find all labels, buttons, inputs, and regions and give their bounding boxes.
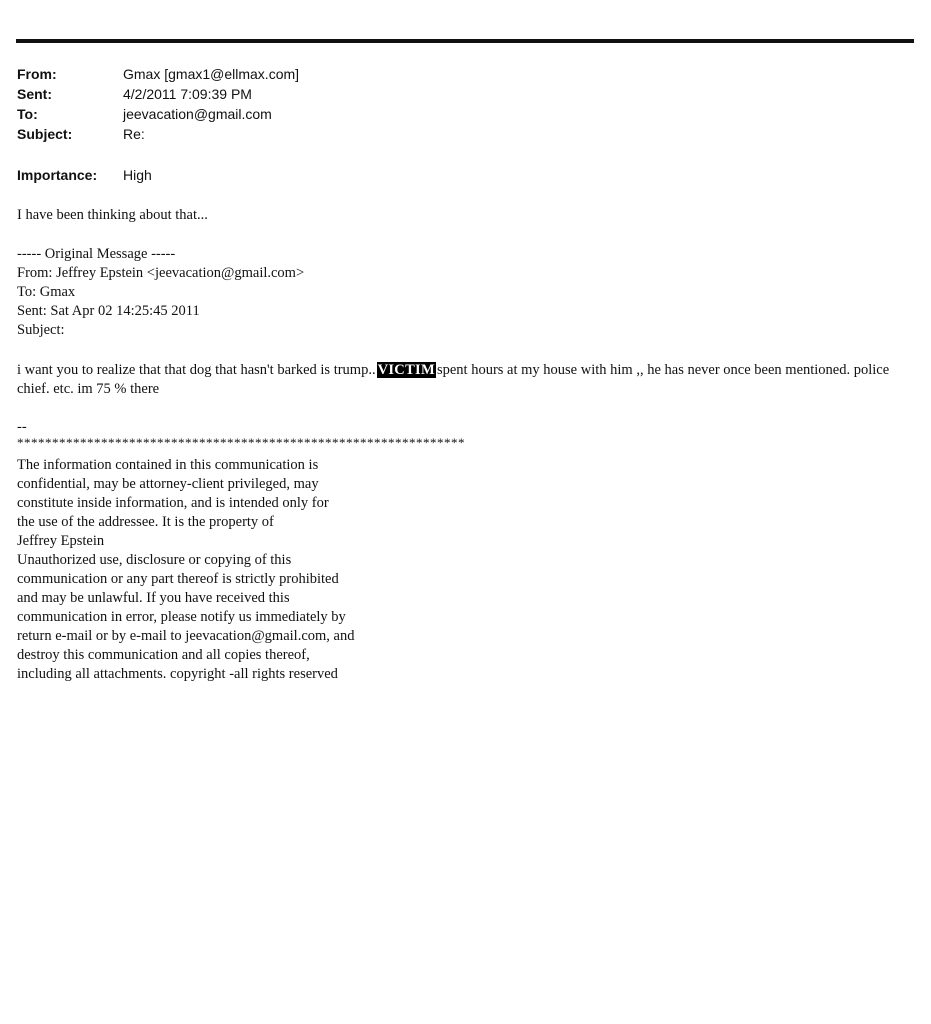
confidentiality-disclaimer — [17, 456, 354, 684]
sent-value: 4/2/2011 7:09:39 PM — [123, 86, 252, 102]
disclaimer-line: return e-mail or by e-mail to jeevacation@gmail.com, and — [17, 628, 355, 644]
to-row — [17, 104, 299, 124]
subject-label: Subject: — [17, 126, 73, 142]
sent-label: Sent: — [17, 86, 52, 102]
reply-text: I have been thinking about that... — [17, 207, 208, 223]
original-message-header — [17, 245, 304, 340]
subject-row — [17, 124, 299, 144]
disclaimer-line: Jeffrey Epstein — [17, 533, 105, 549]
sent-row — [17, 84, 299, 104]
signature-stars: **************************************************************** — [17, 435, 465, 450]
to-value: jeevacation@gmail.com — [123, 106, 272, 122]
disclaimer-line: Unauthorized use, disclosure or copying of this — [17, 552, 292, 568]
original-to: To: Gmax — [17, 284, 76, 300]
from-value: Gmax [gmax1@ellmax.com] — [123, 66, 300, 82]
original-divider: ----- Original Message ----- — [17, 246, 176, 262]
disclaimer-line: The information contained in this communication is — [17, 457, 319, 473]
from-label: From: — [17, 66, 57, 82]
subject-value: Re: — [123, 126, 145, 142]
disclaimer-line: the use of the addressee. It is the property of — [17, 514, 274, 530]
redaction-box: VICTIM — [377, 362, 435, 378]
original-from: From: Jeffrey Epstein <jeevacation@gmail.com> — [17, 265, 305, 281]
top-divider — [16, 39, 914, 43]
disclaimer-line: confidential, may be attorney-client privileged, may — [17, 476, 319, 492]
disclaimer-line: communication or any part thereof is strictly prohibited — [17, 571, 339, 587]
from-row — [17, 64, 299, 84]
body-text-after: spent hours at my house with him ,, he has never once been mentioned. police chief. etc. im 75 % there — [17, 362, 890, 397]
importance-label: Importance: — [17, 167, 98, 183]
signature-dashes: -- — [17, 419, 27, 435]
email-header — [17, 64, 299, 144]
disclaimer-line: communication in error, please notify us immediately by — [17, 609, 346, 625]
to-label: To: — [17, 106, 38, 122]
disclaimer-line: constitute inside information, and is intended only for — [17, 495, 329, 511]
body-text-before: i want you to realize that that dog that hasn't barked is trump.. — [17, 362, 376, 378]
importance-row — [17, 165, 152, 185]
original-sent: Sent: Sat Apr 02 14:25:45 2011 — [17, 303, 200, 319]
original-message-body — [17, 361, 917, 399]
original-subject: Subject: — [17, 322, 65, 338]
disclaimer-line: destroy this communication and all copies thereof, — [17, 647, 310, 663]
disclaimer-line: including all attachments. copyright -all rights reserved — [17, 666, 338, 682]
importance-value: High — [123, 167, 152, 183]
disclaimer-line: and may be unlawful. If you have received this — [17, 590, 290, 606]
